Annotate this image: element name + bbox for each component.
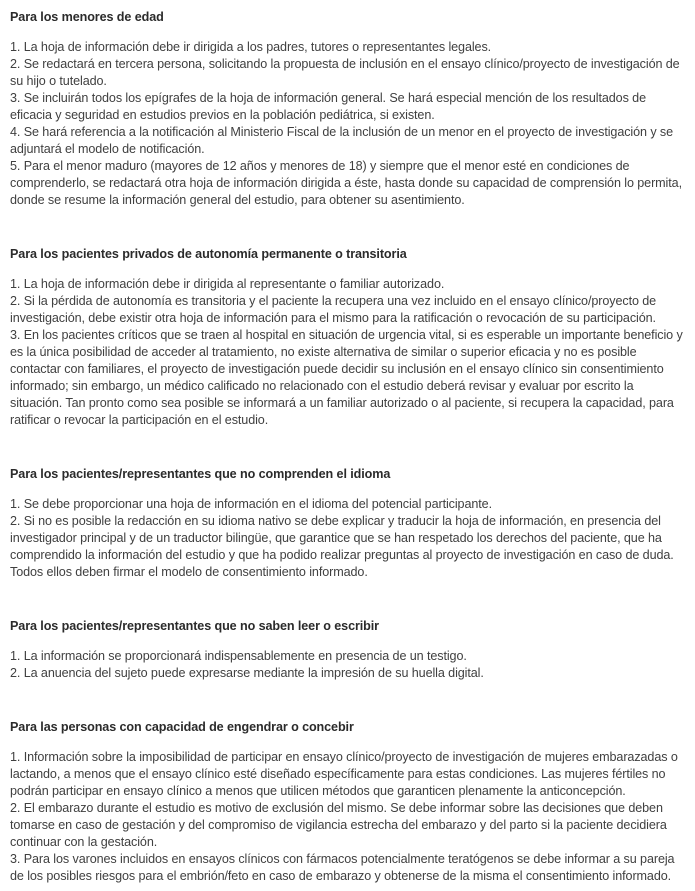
section-privados-de-autonomia <box>10 246 688 429</box>
section-heading-capacidad-engendrar-concebir: Para las personas con capacidad de engendrar o concebir <box>10 720 354 734</box>
list-item: 1. La información se proporcionará indispensablemente en presencia de un testigo. <box>10 649 467 663</box>
list-item: 3. Para los varones incluidos en ensayos clínicos con fármacos potencialmente teratógenos se debe informar a su pareja de los posibles riesgos para el embrión/feto en caso de embarazo y obtenerse de la misma el consentimiento informado. <box>10 852 675 883</box>
list-item: 1. Información sobre la imposibilidad de participar en ensayo clínico/proyecto de investigación de mujeres embarazadas o lactando, a menos que el ensayo clínico esté diseñado específicamente para estas condiciones. Las mujeres fértiles no podrán participar en ensayo clínico a menos que utilicen métodos que garanticen plenamente la anticoncepción. <box>10 750 678 798</box>
section-items <box>10 749 688 885</box>
list-item: 2. La anuencia del sujeto puede expresarse mediante la impresión de su huella digital. <box>10 666 484 680</box>
section-items <box>10 496 688 581</box>
section-no-comprenden-idioma <box>10 466 688 581</box>
list-item: 3. En los pacientes críticos que se traen al hospital en situación de urgencia vital, si es esperable un importante beneficio y es la única posibilidad de acceder al tratamiento, no existe alternativa de similar o superior eficacia y no es posible contactar con familiares, el proyecto de investigación puede decidir su inclusión en el ensayo clínico sin consentimiento informado; sin embargo, un médico calificado no relacionado con el estudio deberá revisar y evaluar por escrito la situación. Tan pronto como sea posible se informará a un familiar autorizado o al paciente, si recupera la capacidad, para ratificar o revocar la participación en el estudio. <box>10 328 683 427</box>
section-items <box>10 276 688 429</box>
section-items <box>10 648 688 682</box>
section-heading-menores-de-edad: Para los menores de edad <box>10 10 164 24</box>
section-no-saben-leer-escribir <box>10 618 688 682</box>
list-item: 2. Si la pérdida de autonomía es transitoria y el paciente la recupera una vez incluido en el ensayo clínico/proyecto de investigación, debe existir otra hoja de información para el mismo para la ratificación o revocación de su participación. <box>10 294 657 325</box>
list-item: 5. Para el menor maduro (mayores de 12 años y menores de 18) y siempre que el menor esté en condiciones de comprenderlo, se redactará otra hoja de información dirigida a éste, hasta donde su capacidad de comprensión lo permita, donde se resume la información general del estudio, para obtener su asentimiento. <box>10 159 682 207</box>
list-item: 1. La hoja de información debe ir dirigida al representante o familiar autorizado. <box>10 277 445 291</box>
section-heading-no-comprenden-idioma: Para los pacientes/representantes que no comprenden el idioma <box>10 467 391 481</box>
section-heading-privados-de-autonomia: Para los pacientes privados de autonomía permanente o transitoria <box>10 247 407 261</box>
list-item: 2. Si no es posible la redacción en su idioma nativo se debe explicar y traducir la hoja de información, en presencia del investigador principal y de un traductor bilingüe, que garantice que se han respetado los derechos del paciente, que ha comprendido la información del estudio y que ha podido realizar preguntas al proyecto de investigación en caso de duda. Todos ellos deben firmar el modelo de consentimiento informado. <box>10 514 674 579</box>
section-menores-de-edad <box>10 9 688 209</box>
list-item: 4. Se hará referencia a la notificación al Ministerio Fiscal de la inclusión de un menor en el proyecto de investigación y se adjuntará el modelo de notificación. <box>10 125 674 156</box>
list-item: 2. El embarazo durante el estudio es motivo de exclusión del mismo. Se debe informar sobre las decisiones que deben tomarse en caso de gestación y del compromiso de vigilancia estrecha del embarazo y del parto si la paciente decidiera continuar con la gestación. <box>10 801 667 849</box>
section-capacidad-engendrar-concebir <box>10 719 688 885</box>
list-item: 3. Se incluirán todos los epígrafes de la hoja de información general. Se hará especial mención de los resultados de eficacia y seguridad en estudios previos en la población pediátrica, si existen. <box>10 91 646 122</box>
list-item: 2. Se redactará en tercera persona, solicitando la propuesta de inclusión en el ensayo clínico/proyecto de investigación de su hijo o tutelado. <box>10 57 680 88</box>
section-items <box>10 39 688 209</box>
list-item: 1. Se debe proporcionar una hoja de información en el idioma del potencial participante. <box>10 497 492 511</box>
section-heading-no-saben-leer-escribir: Para los pacientes/representantes que no saben leer o escribir <box>10 619 379 633</box>
list-item: 1. La hoja de información debe ir dirigida a los padres, tutores o representantes legales. <box>10 40 492 54</box>
